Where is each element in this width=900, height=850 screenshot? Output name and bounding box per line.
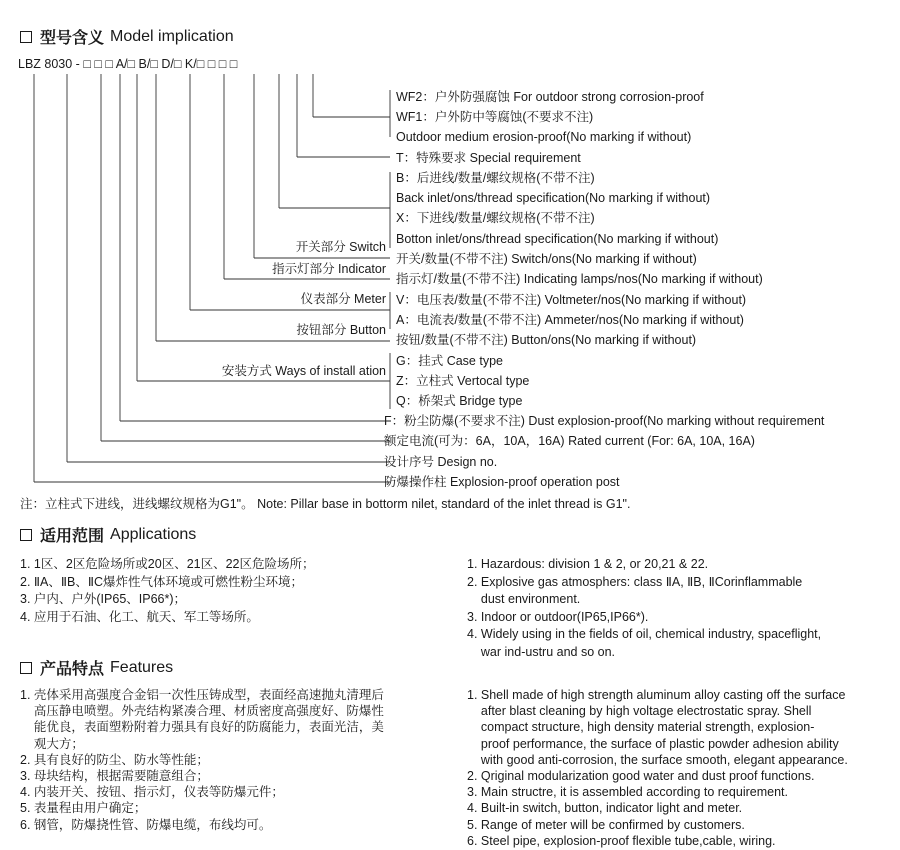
- label-rated-current: 额定电流(可为：6A，10A，16A) Rated current (For: 6A, 10A, 16A): [384, 434, 755, 448]
- list-item: 4. Built-in switch, button, indicator light and meter.: [467, 801, 743, 816]
- applications-section-title: 适用范围 Applications: [20, 523, 196, 546]
- list-item: 1. 1区、2区危险场所或20区、21区、22区危险场所；: [20, 557, 315, 571]
- group-label-button: 按钮部分 Button: [296, 323, 386, 337]
- label-indicator-count: 指示灯/数量(不带不注) Indicating lamps/nos(No marking if without): [396, 272, 763, 286]
- applications-en-list: [467, 556, 892, 661]
- list-item: 1. Shell made of high strength aluminum alloy casting off the surface after blast cleaning by high voltage electrostatic spray. Shell compact structure, high density material strength, explosion- proof performance, the surface of plastic powder adhesion ability with good anti-corrosion, the surface smooth, elegant appearance.: [467, 688, 848, 767]
- list-item: 1. Hazardous: division 1 & 2, or 20,21 & 22.: [467, 557, 709, 571]
- list-item: 1. 壳体采用高强度合金铝一次性压铸成型，表面经高速抛丸清理后 高压静电喷塑。外壳结构紧凑合理、材质密度高强度好、防爆性 能优良，表面塑粉附着力强具有良好的防腐能力，表面光洁，美 观大方；: [20, 688, 384, 751]
- list-item: 2. ⅡA、ⅡB、ⅡC爆炸性气体环境或可燃性粉尘环境；: [20, 574, 304, 589]
- features-en-list: [467, 687, 895, 849]
- label-bridge-type: Q：桥架式 Bridge type: [396, 394, 523, 408]
- applications-cn-list: [20, 556, 450, 626]
- list-item: 5. 表量程由用户确定；: [20, 801, 147, 816]
- label-ammeter: A：电流表/数量(不带不注) Ammeter/nos(No marking if without): [396, 313, 744, 327]
- square-bullet-icon: [20, 662, 32, 674]
- list-item: 3. 母块结构，根据需要随意组合；: [20, 769, 209, 784]
- label-dust-proof: F：粉尘防爆(不要求不注) Dust explosion-proof(No marking without requirement: [384, 414, 825, 428]
- group-label-indicator: 指示灯部分 Indicator: [272, 262, 386, 276]
- features-cn-list: [20, 687, 450, 833]
- square-bullet-icon: [20, 529, 32, 541]
- features-section-title: 产品特点 Features: [20, 656, 173, 679]
- label-case-type: G：挂式 Case type: [396, 354, 503, 368]
- list-item: 4. 应用于石油、化工、航天、军工等场所。: [20, 609, 259, 624]
- list-item: 2. 具有良好的防尘、防水等性能；: [20, 752, 209, 767]
- list-item: 4. 内装开关、按钮、指示灯，仪表等防爆元件；: [20, 785, 284, 800]
- label-wf2: WF2：户外防强腐蚀 For outdoor strong corrosion-proof: [396, 90, 704, 104]
- list-item: 2. Qriginal modularization good water and dust proof functions.: [467, 769, 815, 784]
- label-switch-count: 开关/数量(不带不注) Switch/ons(No marking if without): [396, 252, 697, 266]
- label-back-inlet: B：后进线/数量/螺纹规格(不带不注): [396, 171, 595, 185]
- label-button-count: 按钮/数量(不带不注) Button/ons(No marking if without): [396, 333, 697, 347]
- list-item: 3. Main structre, it is assembled according to requirement.: [467, 785, 788, 800]
- label-bottom-inlet: X：下进线/数量/螺纹规格(不带不注): [396, 211, 595, 225]
- list-item: 3. 户内、户外(IP65、IP66*)；: [20, 592, 187, 606]
- installation-note: 注：立柱式下进线，进线螺纹规格为G1"。 Note: Pillar base in bottorm nilet, standard of the inlet thread is G1".: [20, 497, 631, 511]
- label-wf1-en: Outdoor medium erosion-proof(No marking if without): [396, 130, 692, 144]
- label-bottom-inlet-en: Botton inlet/ons/thread specification(No marking if without): [396, 232, 719, 246]
- list-item: 4. Widely using in the fields of oil, chemical industry, spaceflight, war ind-ustru and so on.: [467, 627, 822, 659]
- label-explosion-post: 防爆操作柱 Explosion-proof operation post: [384, 475, 620, 489]
- list-item: 5. Range of meter will be confirmed by customers.: [467, 817, 745, 832]
- list-item: 6. 钢管，防爆挠性管、防爆电缆，布线均可。: [20, 817, 272, 832]
- list-item: 2. Explosive gas atmosphers: class ⅡA, ⅡB, ⅡCorinflammable dust environment.: [467, 574, 803, 606]
- group-label-install: 安装方式 Ways of install ation: [221, 364, 386, 378]
- model-code: LBZ 8030 - □ □ □ A/□ B/□ D/□ K/□ □ □ □: [18, 57, 238, 71]
- label-special: T：特殊要求 Special requirement: [396, 151, 581, 165]
- label-design-no: 设计序号 Design no.: [384, 455, 498, 469]
- group-label-switch: 开关部分 Switch: [295, 240, 386, 254]
- list-item: 3. Indoor or outdoor(IP65,IP66*).: [467, 609, 649, 624]
- label-voltmeter: V：电压表/数量(不带不注) Voltmeter/nos(No marking if without): [396, 293, 747, 307]
- group-label-meter: 仪表部分 Meter: [300, 292, 386, 306]
- model-section-title: 型号含义 Model implication: [20, 25, 234, 48]
- label-wf1: WF1：户外防中等腐蚀(不要求不注): [396, 110, 594, 124]
- label-vertical-type: Z：立柱式 Vertocal type: [396, 374, 530, 388]
- label-back-inlet-en: Back inlet/ons/thread specification(No marking if without): [396, 191, 711, 205]
- list-item: 6. Steel pipe, explosion-proof flexible tube,cable, wiring.: [467, 833, 776, 848]
